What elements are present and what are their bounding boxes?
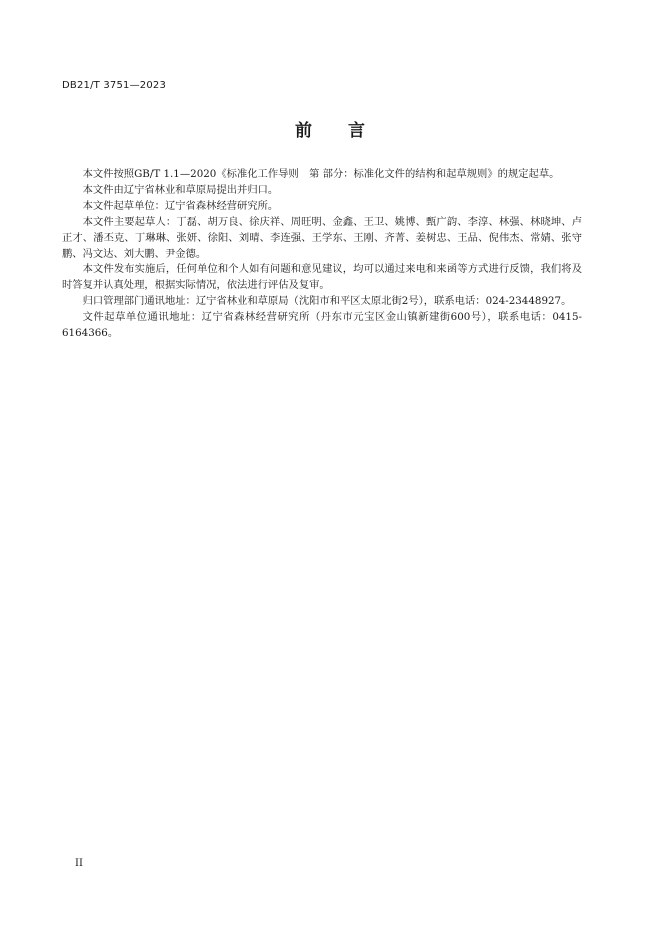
paragraph-proposer: 本文件由辽宁省林业和草原局提出并归口。 (82, 183, 279, 196)
page-title (0, 116, 662, 141)
paragraph-authority-contact: 归口管理部门通讯地址：辽宁省林业和草原局（沈阳市和平区太原北街2号），联系电话：024-23448927。 (82, 295, 572, 308)
document-code: DB21/T 3751—2023 (62, 80, 167, 91)
paragraph-drafters: 本文件主要起草人：丁磊、胡万良、徐庆祥、周旺明、金鑫、王卫、姚博、甄广韵、李淳、林强、林晓坤、卢正才、潘丕克、丁琳琳、张妍、徐阳、刘晴、李连强、王学东、王刚、齐菁、姜树忠、王品、倪伟杰、常婧、张守鹏、冯文达、刘大鹏、尹金德。 (62, 215, 582, 260)
paragraph-feedback: 本文件发布实施后，任何单位和个人如有问题和意见建议，均可以通过来电和来函等方式进行反馈，我们将及时答复并认真处理，根据实际情况，依法进行评估及复审。 (62, 263, 582, 292)
title-char-2: 言 (348, 121, 367, 141)
paragraph-drafting-unit: 本文件起草单位：辽宁省森林经营研究所。 (82, 199, 279, 212)
paragraph-drafter-contact: 文件起草单位通讯地址：辽宁省森林经营研究所（丹东市元宝区金山镇新建街600号），联系电话：0415-6164366。 (62, 311, 582, 340)
title-char-1: 前 (295, 121, 314, 141)
paragraph-drafting-rules: 本文件按照GB/T 1.1—2020《标准化工作导则 第 部分：标准化文件的结构和起草规则》的规定起草。 (82, 168, 560, 180)
foreword-body (62, 167, 582, 342)
page-number: II (75, 858, 83, 869)
